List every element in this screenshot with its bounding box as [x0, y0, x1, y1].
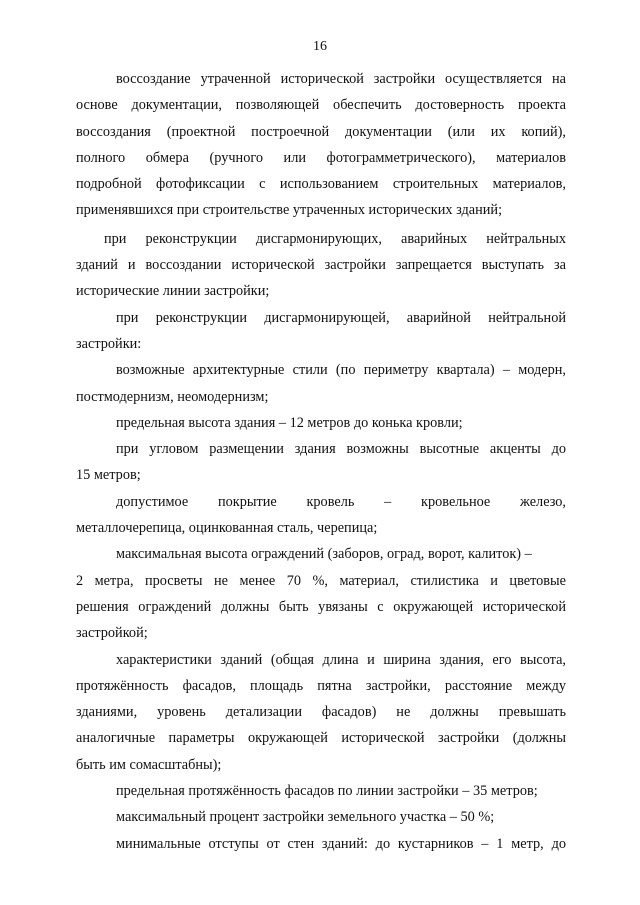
- text-line: основе документации, позволяющей обеспечить достоверность проекта: [76, 97, 566, 114]
- paragraph: [76, 541, 566, 646]
- text-line: воссоздание утраченной исторической застройки осуществляется на: [116, 71, 566, 87]
- text-line: минимальные отступы от стен зданий: до кустарников – 1 метр, до: [116, 835, 566, 852]
- paragraph: [76, 436, 566, 489]
- text-line: характеристики зданий (общая длина и ширина здания, его высота,: [116, 651, 566, 668]
- paragraph: [76, 226, 566, 305]
- text-line: исторические линии застройки;: [76, 283, 270, 300]
- text-line: воссоздания (проектной построечной документации (или их копий),: [76, 123, 566, 140]
- text-line: быть им сомасштабны);: [76, 756, 222, 773]
- text-line: максимальный процент застройки земельного участка – 50 %;: [116, 809, 495, 826]
- text-line: при угловом размещении здания возможны высотные акценты до: [116, 441, 566, 458]
- text-line: применявшихся при строительстве утраченных исторических зданий;: [76, 202, 503, 219]
- text-line: зданиями, уровень детализации фасадов) не должны превышать: [76, 704, 566, 721]
- paragraph: [76, 410, 566, 436]
- text-line: постмодернизм, неомодернизм;: [76, 388, 269, 405]
- text-line: металлочерепица, оцинкованная сталь, черепица;: [76, 520, 378, 537]
- text-line: максимальная высота ограждений (заборов, оград, ворот, калиток) –: [116, 546, 532, 563]
- paragraph: [76, 489, 566, 542]
- text-line: застройкой;: [76, 625, 148, 642]
- paragraph: [76, 831, 566, 857]
- text-line: 2 метра, просветы не менее 70 %, материал, стилистика и цветовые: [76, 572, 566, 589]
- paragraph: [76, 778, 566, 804]
- text-line: решения ограждений должны быть увязаны с окружающей исторической: [76, 598, 566, 615]
- paragraph: [76, 357, 566, 410]
- text-line: предельная протяжённость фасадов по линии застройки – 35 метров;: [116, 783, 538, 800]
- text-line: подробной фотофиксации с использованием строительных материалов,: [76, 176, 566, 193]
- text-line: при реконструкции дисгармонирующей, аварийной нейтральной: [116, 309, 566, 326]
- text-line: возможные архитектурные стили (по периметру квартала) – модерн,: [116, 362, 566, 379]
- paragraph: [76, 66, 566, 224]
- page-number: 16: [313, 39, 327, 54]
- paragraph: [76, 305, 566, 358]
- text-line: при реконструкции дисгармонирующих, аварийных нейтральных: [104, 230, 566, 247]
- text-line: полного обмера (ручного или фотограмметрического), материалов: [76, 149, 566, 166]
- text-line: 15 метров;: [76, 467, 141, 484]
- text-line: допустимое покрытие кровель – кровельное железо,: [116, 493, 566, 510]
- paragraph: [76, 647, 566, 778]
- text-line: зданий и воссоздании исторической застройки запрещается выступать за: [76, 257, 566, 274]
- text-line: протяжённость фасадов, площадь пятна застройки, расстояние между: [76, 677, 566, 694]
- text-line: предельная высота здания – 12 метров до конька кровли;: [116, 414, 463, 431]
- paragraph: [76, 804, 566, 830]
- text-line: застройки:: [76, 335, 142, 352]
- document-body: [76, 66, 566, 857]
- text-line: аналогичные параметры окружающей исторической застройки (должны: [76, 730, 566, 747]
